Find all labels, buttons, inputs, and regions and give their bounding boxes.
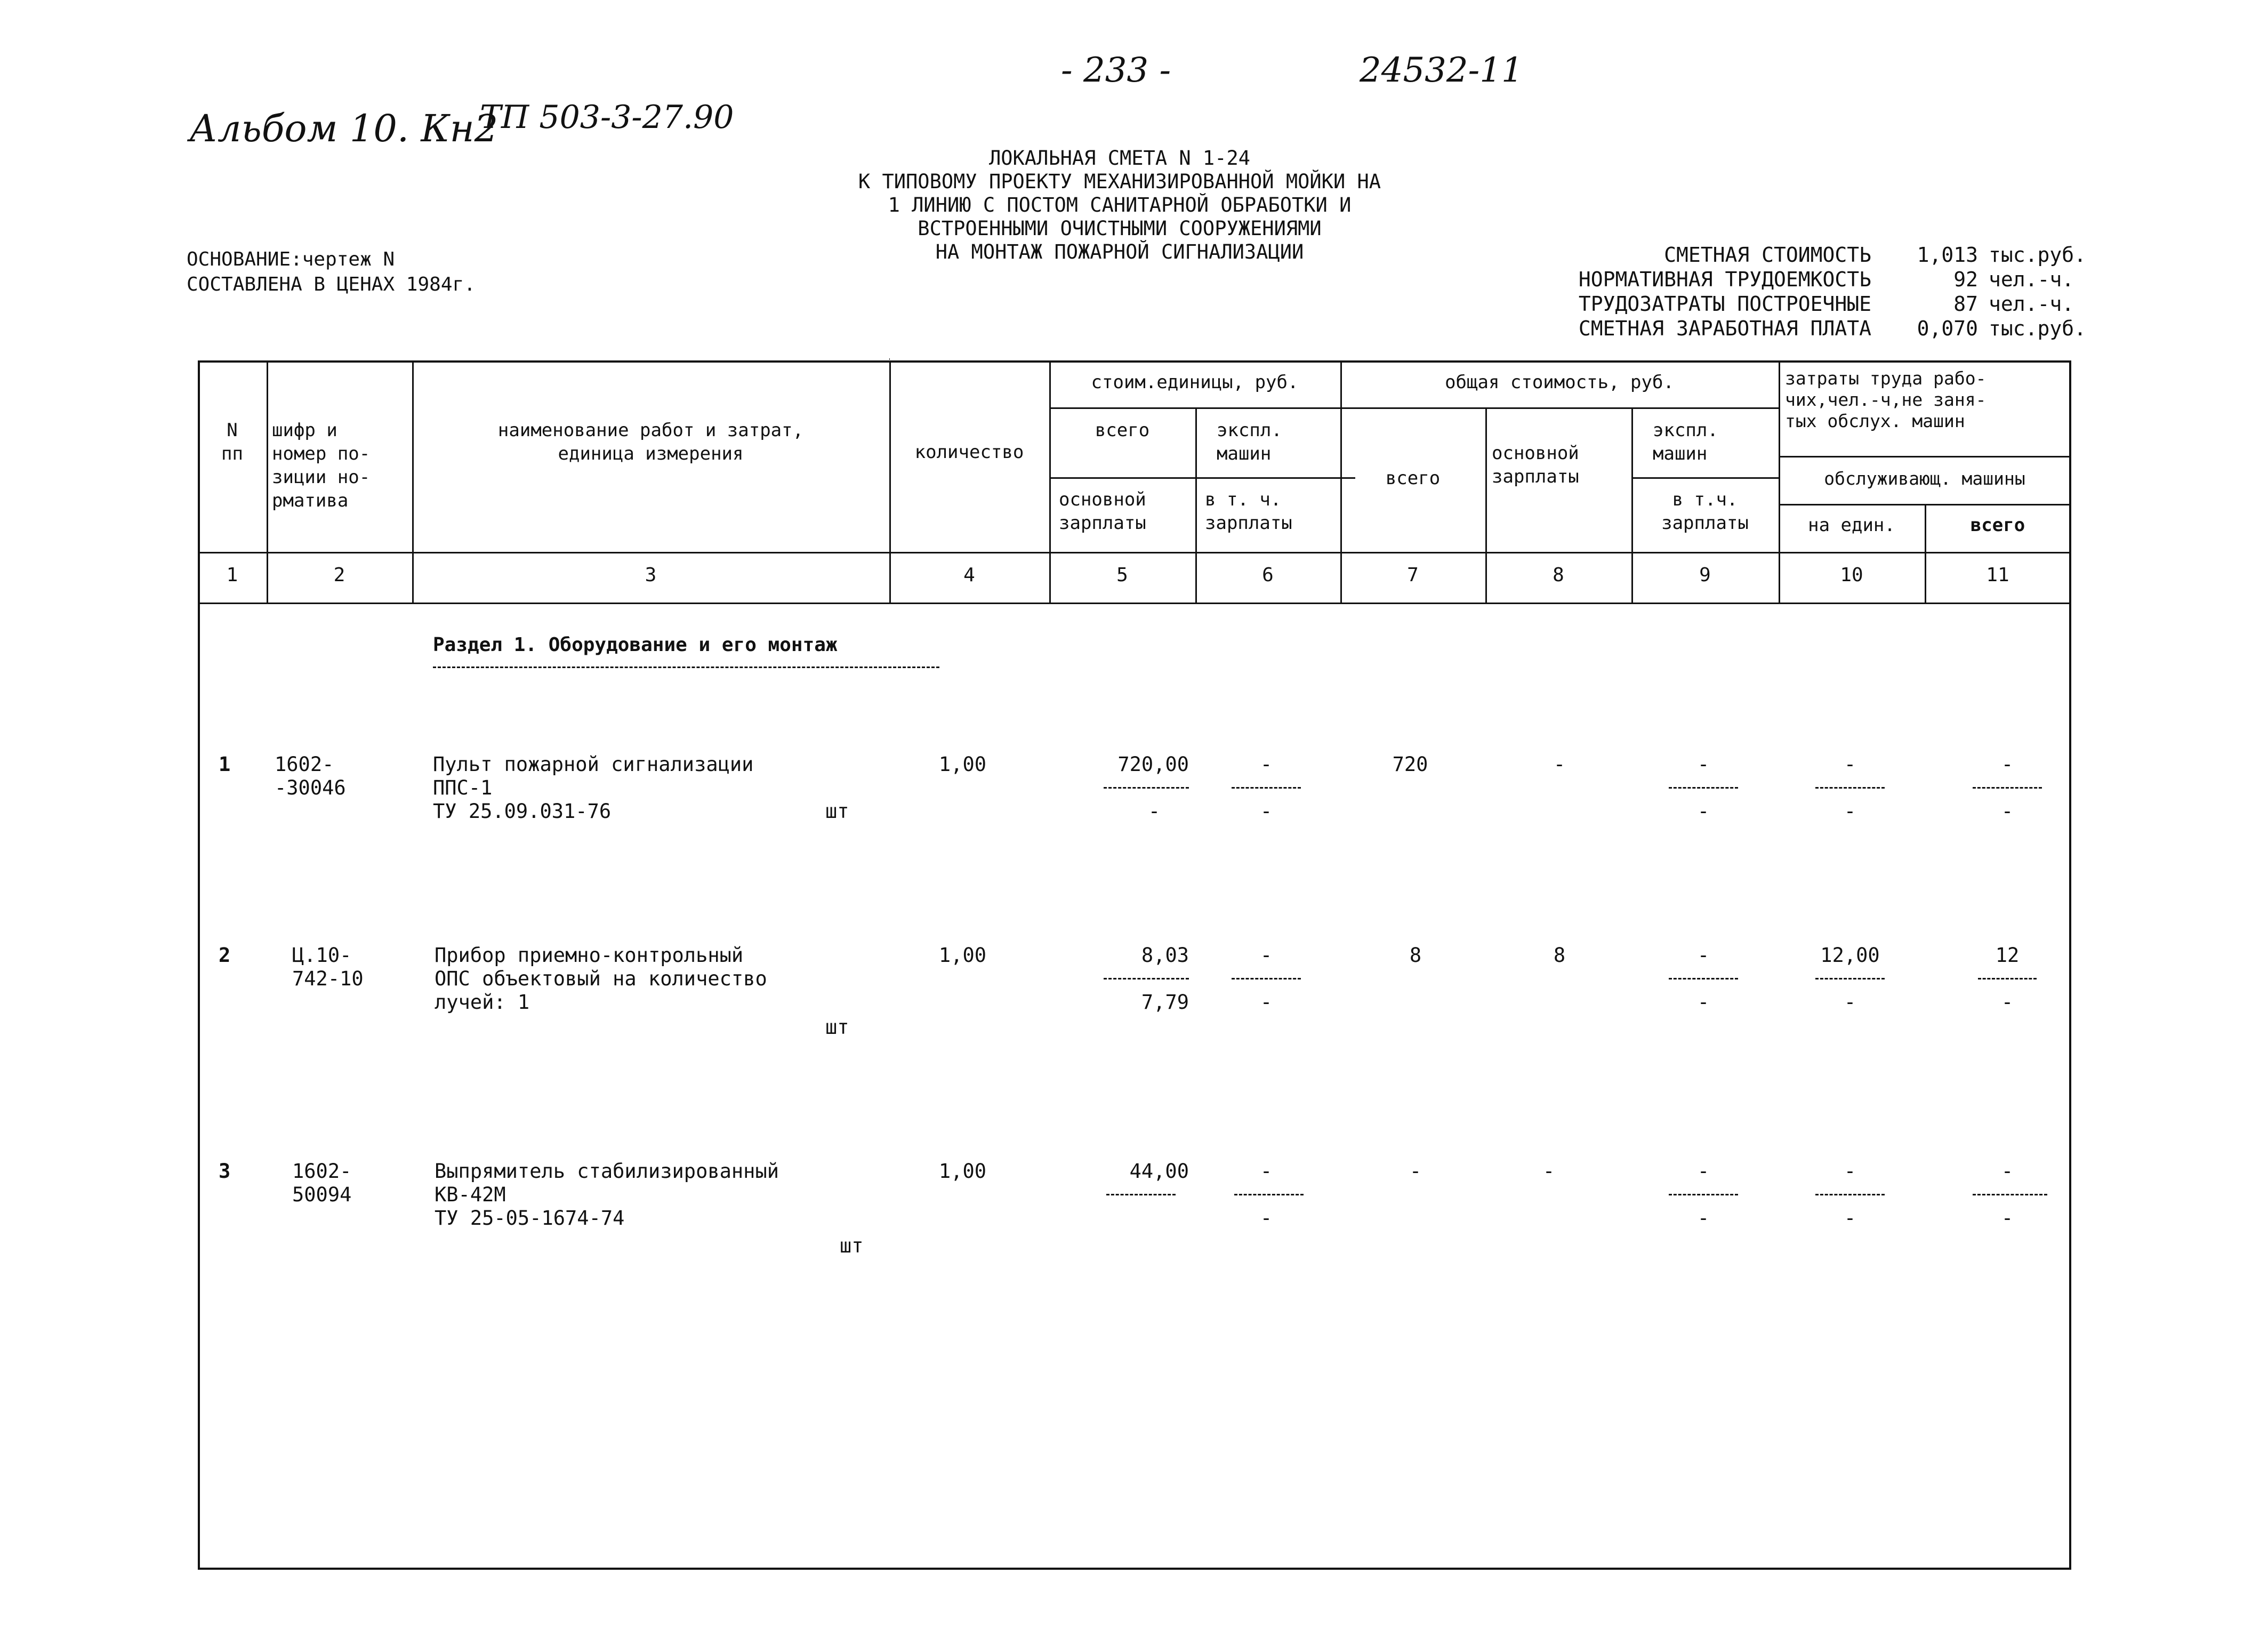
- row-labor-unit: 12,00: [1820, 944, 1880, 967]
- fraction-line: [1669, 1194, 1738, 1195]
- fraction-line: [1104, 787, 1189, 789]
- row-unit: шт: [825, 800, 849, 823]
- section-title: Раздел 1. Оборудование и его монтаж: [433, 634, 838, 656]
- row-unit-wage: 7,79: [1141, 991, 1189, 1014]
- column-number: 8: [1553, 564, 1564, 586]
- document-title: [693, 147, 1546, 264]
- row-total-wage: 8: [1553, 944, 1566, 967]
- column-number: 7: [1407, 564, 1419, 586]
- header-labor-total: всего: [1970, 515, 2025, 536]
- fraction-line: [1104, 978, 1189, 979]
- header-unit-cost: стоим.единицы, руб.: [1091, 372, 1299, 393]
- table-divider: [198, 603, 2071, 604]
- table-divider: [1779, 504, 2071, 505]
- prices-year-line: СОСТАВЛЕНА В ЦЕНАХ 1984г.: [187, 274, 476, 295]
- column-number: 6: [1262, 564, 1274, 586]
- row-labor-unit-2: -: [1844, 1207, 1856, 1230]
- row-labor-unit: -: [1844, 1160, 1856, 1183]
- fraction-line: [1669, 787, 1738, 789]
- project-code: ТП 503-3-27.90: [480, 99, 734, 136]
- row-name: Прибор приемно-контрольный ОПС объектовый на количество лучей: 1: [435, 944, 767, 1014]
- column-number: 4: [963, 564, 975, 586]
- header-total-incl: в т.ч. зарплаты: [1661, 489, 1749, 534]
- column-number: 9: [1699, 564, 1711, 586]
- column-number: 3: [645, 564, 657, 586]
- summary-label: СМЕТНАЯ СТОИМОСТЬ: [1664, 243, 1871, 267]
- fraction-line: [1234, 1194, 1304, 1195]
- fraction-line: [1232, 978, 1301, 979]
- row-code: 1602- -30046: [275, 753, 346, 799]
- summary-label: СМЕТНАЯ ЗАРАБОТНАЯ ПЛАТА: [1578, 317, 1871, 340]
- header-unit-total: всего: [1095, 420, 1150, 441]
- row-labor-total: -: [2001, 753, 2014, 776]
- row-labor-unit-2: -: [1844, 800, 1856, 823]
- summary-label: НОРМАТИВНАЯ ТРУДОЕМКОСТЬ: [1578, 268, 1871, 291]
- table-divider: [1631, 477, 1779, 479]
- row-total-all: -: [1409, 1160, 1422, 1183]
- row-number: 1: [219, 753, 231, 776]
- row-qty: 1,00: [938, 944, 986, 967]
- row-code: Ц.10- 742-10: [292, 944, 364, 990]
- row-total-incl: -: [1697, 1207, 1710, 1230]
- header-total-mach: экспл. машин: [1653, 420, 1718, 464]
- summary-row: [1493, 292, 2106, 316]
- row-number: 3: [219, 1160, 231, 1183]
- header-total-all: всего: [1385, 468, 1441, 489]
- summary-unit: тыс.руб.: [1989, 317, 2087, 340]
- summary-row: [1493, 267, 2106, 292]
- estimate-summary: [1493, 243, 2106, 341]
- row-code: 1602- 50094: [292, 1160, 352, 1206]
- row-unit-wage: -: [1148, 800, 1161, 823]
- row-qty: 1,00: [938, 753, 986, 776]
- album-label: Альбом 10. Кн2: [189, 107, 498, 150]
- row-total-all: 8: [1409, 944, 1422, 967]
- summary-row: [1493, 243, 2106, 267]
- summary-label: ТРУДОЗАТРАТЫ ПОСТРОЕЧНЫЕ: [1578, 292, 1871, 316]
- title-line: ЛОКАЛЬНАЯ СМЕТА N 1-24: [988, 147, 1251, 170]
- row-unit-mach: -: [1260, 1160, 1273, 1183]
- header-qty: количество: [914, 441, 1024, 463]
- row-name: Выпрямитель стабилизированный КВ-42М ТУ 25-05-1674-74: [435, 1160, 779, 1230]
- table-divider: [1779, 456, 2071, 457]
- column-number: 5: [1116, 564, 1128, 586]
- section-underline: [433, 667, 939, 668]
- row-labor-total-2: -: [2001, 1207, 2014, 1230]
- row-total-wage: -: [1553, 753, 1566, 776]
- fraction-line: [1815, 1194, 1885, 1195]
- summary-row: [1493, 316, 2106, 341]
- row-total-mach: -: [1697, 1160, 1710, 1183]
- row-unit-total: 44,00: [1129, 1160, 1189, 1183]
- page-number-stamp: - 233 -: [1061, 51, 1171, 90]
- row-labor-total-2: -: [2001, 991, 2014, 1014]
- summary-value: 92: [1953, 268, 1978, 291]
- row-name: Пульт пожарной сигнализации ППС-1 ТУ 25.09.031-76: [433, 753, 754, 823]
- row-total-all: 720: [1392, 753, 1428, 776]
- header-unit-incl: в т. ч. зарплаты: [1205, 489, 1292, 534]
- header-labor-unit: на един.: [1808, 515, 1895, 536]
- row-labor-total: 12: [1995, 944, 2020, 967]
- row-labor-total-2: -: [2001, 800, 2014, 823]
- summary-unit: чел.-ч.: [1989, 268, 2074, 291]
- row-unit: шт: [840, 1234, 864, 1257]
- header-labor-service: обслуживающ. машины: [1824, 468, 2025, 489]
- row-labor-unit-2: -: [1844, 991, 1856, 1014]
- column-number: 2: [333, 564, 345, 586]
- row-labor-total: -: [2001, 1160, 2014, 1183]
- header-total-cost: общая стоимость, руб.: [1445, 372, 1674, 393]
- title-line: НА МОНТАЖ ПОЖАРНОЙ СИГНАЛИЗАЦИИ: [935, 240, 1304, 263]
- fraction-line: [1232, 787, 1301, 789]
- row-unit-total: 8,03: [1141, 944, 1189, 967]
- row-number: 2: [219, 944, 231, 967]
- table-divider: [1049, 477, 1355, 479]
- table-divider: [198, 552, 2071, 553]
- header-unit-wage: основной зарплаты: [1059, 489, 1146, 534]
- row-unit-incl: -: [1260, 991, 1273, 1014]
- header-code: шифр и номер по- зиции но- рматива: [272, 420, 371, 511]
- row-unit-incl: -: [1260, 1207, 1273, 1230]
- header-total-wage: основной зарплаты: [1492, 443, 1579, 487]
- column-number: 10: [1840, 564, 1863, 586]
- row-total-incl: -: [1697, 991, 1710, 1014]
- row-unit-mach: -: [1260, 944, 1273, 967]
- table-divider: [1049, 407, 1779, 409]
- basis-line: ОСНОВАНИЕ:чертеж N: [187, 248, 395, 270]
- title-line: ВСТРОЕННЫМИ ОЧИСТНЫМИ СООРУЖЕНИЯМИ: [918, 217, 1322, 240]
- column-number: 1: [226, 564, 238, 586]
- fraction-line: [1106, 1194, 1176, 1195]
- fraction-line: [1669, 978, 1738, 979]
- header-n: N пп: [221, 420, 243, 464]
- row-total-incl: -: [1697, 800, 1710, 823]
- table-divider: [889, 358, 890, 360]
- summary-unit: чел.-ч.: [1989, 292, 2074, 316]
- summary-value: 0,070: [1917, 317, 1978, 340]
- row-qty: 1,00: [938, 1160, 986, 1183]
- header-unit-mach: экспл. машин: [1217, 420, 1282, 464]
- row-total-wage: -: [1542, 1160, 1555, 1183]
- row-unit: шт: [825, 1016, 849, 1039]
- row-labor-unit: -: [1844, 753, 1856, 776]
- fraction-line: [1815, 978, 1885, 979]
- title-line: 1 ЛИНИЮ С ПОСТОМ САНИТАРНОЙ ОБРАБОТКИ И: [888, 194, 1352, 216]
- row-total-mach: -: [1697, 944, 1710, 967]
- row-unit-incl: -: [1260, 800, 1273, 823]
- fraction-line: [1973, 787, 2042, 789]
- header-name: наименование работ и затрат, единица измерения: [497, 420, 804, 464]
- header-labor: затраты труда рабо- чих,чел.-ч,не заня- тых обслух. машин: [1785, 368, 1986, 431]
- summary-unit: тыс.руб.: [1989, 243, 2087, 267]
- fraction-line: [1973, 1194, 2047, 1195]
- summary-value: 87: [1953, 292, 1978, 316]
- row-unit-mach: -: [1260, 753, 1273, 776]
- title-line: К ТИПОВОМУ ПРОЕКТУ МЕХАНИЗИРОВАННОЙ МОЙКИ НА: [858, 170, 1381, 193]
- doc-code-stamp: 24532-11: [1360, 51, 1523, 90]
- fraction-line: [1815, 787, 1885, 789]
- column-number: 11: [1986, 564, 2009, 586]
- summary-value: 1,013: [1917, 243, 1978, 267]
- row-unit-total: 720,00: [1117, 753, 1189, 776]
- fraction-line: [1978, 978, 2037, 979]
- row-total-mach: -: [1697, 753, 1710, 776]
